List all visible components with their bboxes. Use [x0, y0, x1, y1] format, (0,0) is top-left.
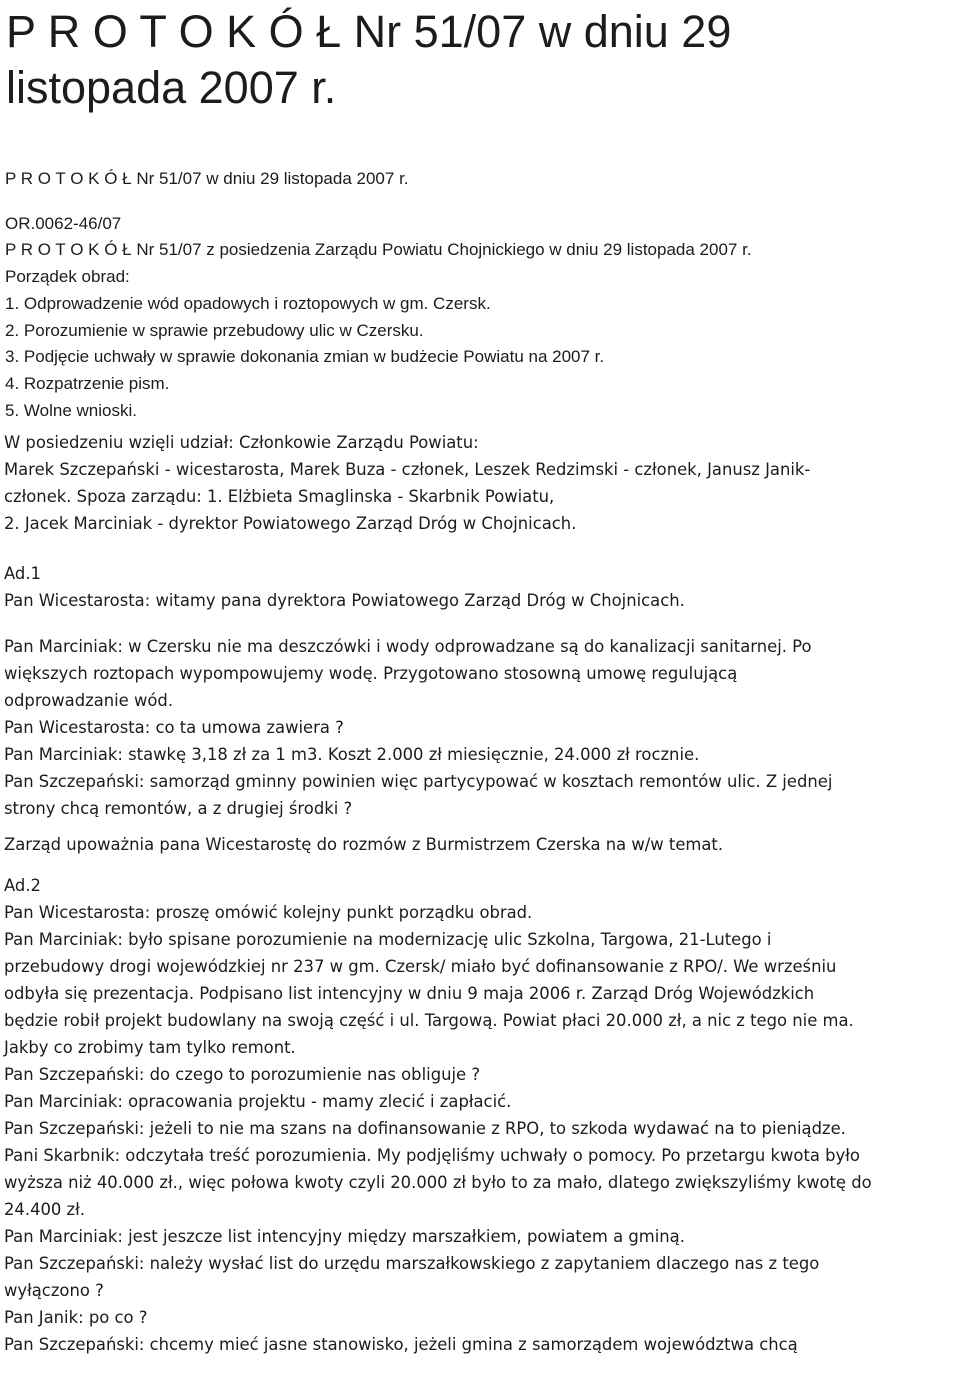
section-heading: Ad.1 [4, 564, 41, 583]
paragraph-line: Pan Marciniak: stawkę 3,18 zł za 1 m3. Koszt 2.000 zł miesięcznie, 24.000 zł rocznie. [4, 745, 700, 764]
paragraph-line: Jakby co zrobimy tam tylko remont. [4, 1038, 296, 1057]
title-line-1: P R O T O K Ó Ł Nr 51/07 w dniu 29 [6, 6, 732, 57]
document-title [6, 4, 946, 116]
paragraph-line: Pan Szczepański: jeżeli to nie ma szans na dofinansowanie z RPO, to szkoda wydawać na to pieniądze. [4, 1119, 846, 1138]
reference-number: OR.0062-46/07 [5, 213, 122, 233]
paragraph-line: odprowadzanie wód. [4, 691, 174, 710]
document-subtitle: P R O T O K Ó Ł Nr 51/07 w dniu 29 listopada 2007 r. [5, 169, 409, 188]
agenda-item: 5. Wolne wnioski. [5, 400, 137, 420]
paragraph-line: Pan Wicestarosta: co ta umowa zawiera ? [4, 718, 344, 737]
agenda-item: 4. Rozpatrzenie pism. [5, 373, 170, 393]
paragraph-line: Pan Wicestarosta: proszę omówić kolejny punkt porządku obrad. [4, 903, 533, 922]
agenda-item: 3. Podjęcie uchwały w sprawie dokonania zmian w budżecie Powiatu na 2007 r. [5, 347, 605, 367]
paragraph-line: Pan Marciniak: w Czersku nie ma deszczówki i wody odprowadzane są do kanalizacji sanitarnej. Po [4, 637, 812, 656]
paragraph-line: odbyła się prezentacja. Podpisano list intencyjny w dniu 9 maja 2006 r. Zarząd Dróg Wojewódzkich [4, 984, 815, 1003]
paragraph-line: Pan Szczepański: chcemy mieć jasne stanowisko, jeżeli gmina z samorządem województwa chcą [4, 1335, 798, 1354]
paragraph-line: Pan Szczepański: należy wysłać list do urzędu marszałkowskiego z zapytaniem dlaczego nas z tego [4, 1254, 820, 1273]
attendance-line: 2. Jacek Marciniak - dyrektor Powiatowego Zarząd Dróg w Chojnicach. [4, 514, 577, 533]
document-body [4, 429, 956, 1358]
paragraph-line: Pani Skarbnik: odczytała treść porozumienia. My podjęliśmy uchwały o pomocy. Po przetargu kwota było [4, 1146, 860, 1165]
paragraph-line: Pan Janik: po co ? [4, 1308, 148, 1327]
document-header [5, 166, 955, 424]
paragraph-line: będzie robił projekt budowlany na swoją część i ul. Targową. Powiat płaci 20.000 zł, a nic z tego nie ma. [4, 1011, 854, 1030]
paragraph-line: wyłączono ? [4, 1281, 104, 1300]
agenda-item: 1. Odprowadzenie wód opadowych i roztopowych w gm. Czersk. [5, 293, 491, 313]
protocol-full-title: P R O T O K Ó Ł Nr 51/07 z posiedzenia Zarządu Powiatu Chojnickiego w dniu 29 listopada 2007 r. [5, 240, 752, 260]
paragraph-line: 24.400 zł. [4, 1200, 86, 1219]
paragraph-line: Pan Szczepański: do czego to porozumienie nas obliguje ? [4, 1065, 481, 1084]
paragraph-line: Pan Marciniak: jest jeszcze list intencyjny między marszałkiem, powiatem a gminą. [4, 1227, 685, 1246]
attendance-intro: W posiedzeniu wzięli udział: Członkowie Zarządu Powiatu: [4, 433, 479, 452]
paragraph-line: Pan Szczepański: samorząd gminny powinien więc partycypować w kosztach remontów ulic. Z jednej [4, 772, 833, 791]
agenda-label: Porządek obrad: [5, 267, 130, 287]
paragraph-line: strony chcą remontów, a z drugiej środki ? [4, 799, 353, 818]
paragraph-line: przebudowy drogi wojewódzkiej nr 237 w gm. Czersk/ miało być dofinansowanie z RPO/. We wrześniu [4, 957, 837, 976]
attendance-line: członek. Spoza zarządu: 1. Elżbieta Smaglinska - Skarbnik Powiatu, [4, 487, 555, 506]
paragraph-line: wyższa niż 40.000 zł., więc połowa kwoty czyli 20.000 zł było to za mało, dlatego zwiększyliśmy kwotę do [4, 1173, 872, 1192]
paragraph-line: większych roztopach wypompowujemy wodę. Przygotowano stosowną umowę regulującą [4, 664, 738, 683]
title-line-2: listopada 2007 r. [6, 62, 337, 113]
paragraph-line: Pan Marciniak: opracowania projektu - mamy zlecić i zapłacić. [4, 1092, 512, 1111]
agenda-item: 2. Porozumienie w sprawie przebudowy ulic w Czersku. [5, 320, 424, 340]
paragraph-line: Pan Wicestarosta: witamy pana dyrektora Powiatowego Zarząd Dróg w Chojnicach. [4, 591, 685, 610]
paragraph-line: Zarząd upoważnia pana Wicestarostę do rozmów z Burmistrzem Czerska na w/w temat. [4, 835, 724, 854]
paragraph-line: Pan Marciniak: było spisane porozumienie na modernizację ulic Szkolna, Targowa, 21-Lutego i [4, 930, 772, 949]
attendance-line: Marek Szczepański - wicestarosta, Marek Buza - członek, Leszek Redzimski - członek, Janusz Janik- [4, 460, 811, 479]
section-heading: Ad.2 [4, 876, 41, 895]
